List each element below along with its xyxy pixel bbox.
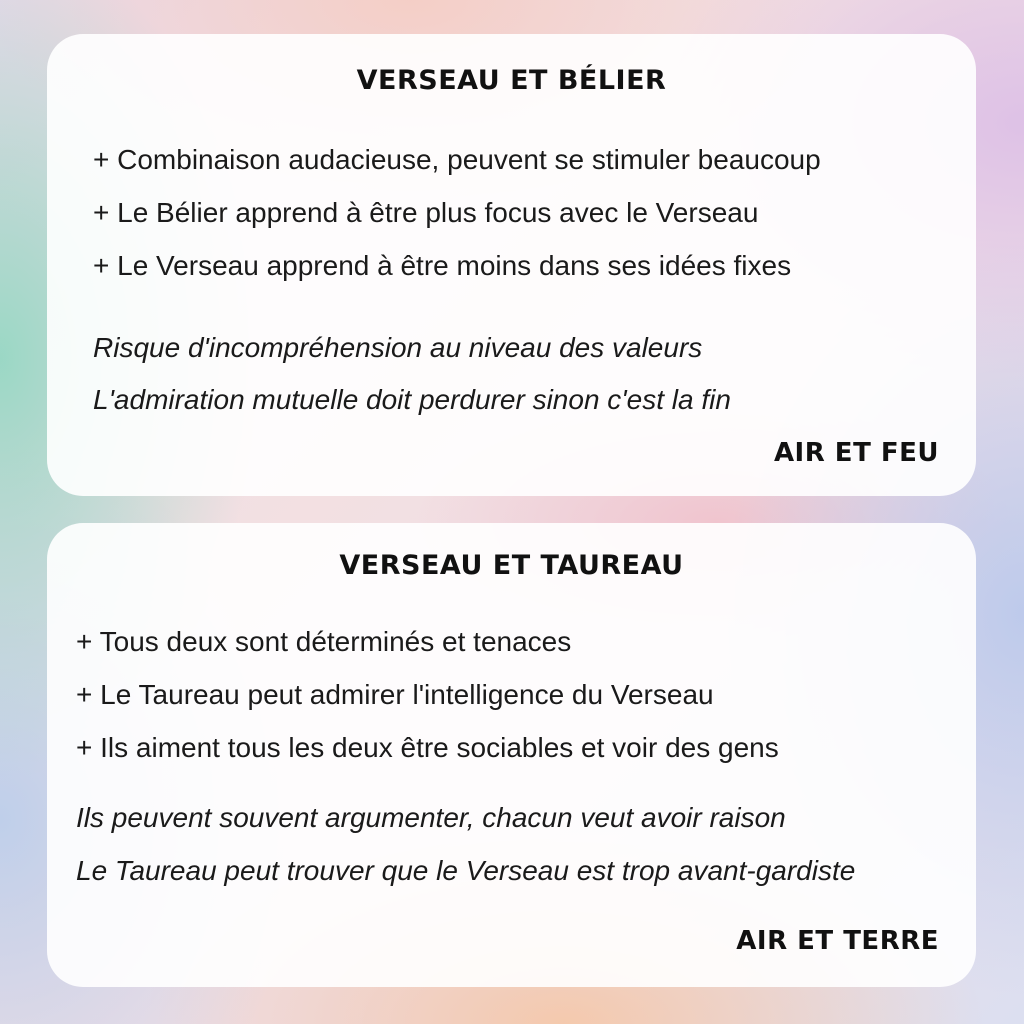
card-title: VERSEAU ET TAUREAU (339, 550, 684, 581)
pro-item: + Le Verseau apprend à être moins dans ses idées fixes (93, 250, 792, 281)
con-item: L'admiration mutuelle doit perdurer sinon c'est la fin (93, 384, 731, 415)
element-label: AIR ET FEU (773, 438, 939, 468)
pro-item: + Le Taureau peut admirer l'intelligence du Verseau (76, 679, 714, 710)
con-item: Le Taureau peut trouver que le Verseau est trop avant-gardiste (76, 855, 856, 886)
pro-item: + Combinaison audacieuse, peuvent se stimuler beaucoup (93, 144, 821, 175)
con-item: Ils peuvent souvent argumenter, chacun veut avoir raison (76, 802, 786, 833)
pro-item: + Tous deux sont déterminés et tenaces (76, 626, 572, 657)
card-title: VERSEAU ET BÉLIER (356, 65, 667, 96)
pro-item: + Ils aiment tous les deux être sociables et voir des gens (76, 732, 779, 763)
element-label: AIR ET TERRE (736, 926, 939, 956)
compatibility-card-verseau-belier (47, 34, 976, 496)
compatibility-card-verseau-taureau (47, 523, 976, 987)
pro-item: + Le Bélier apprend à être plus focus avec le Verseau (93, 197, 759, 228)
con-item: Risque d'incompréhension au niveau des valeurs (93, 332, 703, 363)
